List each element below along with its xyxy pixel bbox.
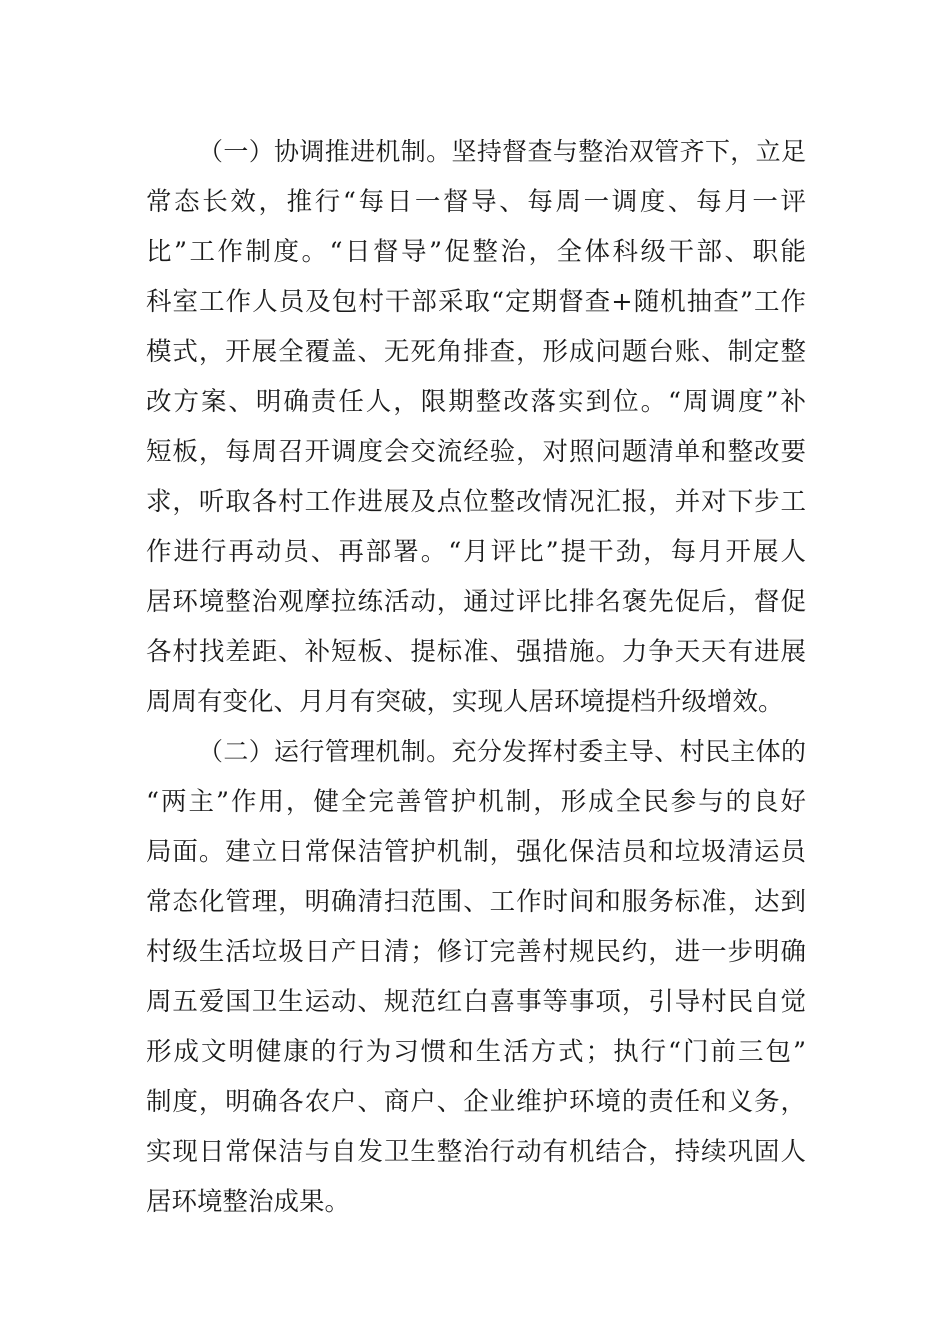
paragraph-line: 周五爱国卫生运动、规范红白喜事等事项，引导村民自觉: [146, 987, 806, 1017]
paragraph-line: 改方案、明确责任人，限期整改落实到位。“周调度”补: [146, 387, 806, 417]
paragraph-line: 比”工作制度。“日督导”促整治，全体科级干部、职能: [146, 237, 806, 267]
paragraph-line: 居环境整治成果。: [146, 1187, 351, 1217]
paragraph-line: 各村找差距、补短板、提标准、强措施。力争天天有进展: [146, 637, 806, 667]
paragraph-line: 村级生活垃圾日产日清；修订完善村规民约，进一步明确: [146, 937, 806, 967]
paragraph-line: 局面。建立日常保洁管护机制，强化保洁员和垃圾清运员: [146, 837, 806, 867]
paragraph-line: 常态化管理，明确清扫范围、工作时间和服务标准，达到: [146, 887, 806, 917]
paragraph-line: 短板，每周召开调度会交流经验，对照问题清单和整改要: [146, 437, 806, 467]
paragraph-line: 居环境整治观摩拉练活动，通过评比排名褒先促后，督促: [146, 587, 806, 617]
paragraph-operation-management-mechanism: [146, 727, 806, 1227]
paragraph-line: 常态长效，推行“每日一督导、每周一调度、每月一评: [146, 187, 806, 217]
paragraph-line: 周周有变化、月月有突破，实现人居环境提档升级增效。: [146, 687, 784, 717]
paragraph-coordination-mechanism: [146, 127, 806, 727]
paragraph-line: 作进行再动员、再部署。“月评比”提干劲，每月开展人: [146, 537, 806, 567]
paragraph-line: 求，听取各村工作进展及点位整改情况汇报，并对下步工: [146, 487, 806, 517]
paragraph-line: 制度，明确各农户、商户、企业维护环境的责任和义务，: [146, 1087, 806, 1117]
paragraph-line: 形成文明健康的行为习惯和生活方式；执行“门前三包”: [146, 1037, 806, 1067]
paragraph-line: “两主”作用，健全完善管护机制，形成全民参与的良好: [146, 787, 806, 817]
paragraph-line: 模式，开展全覆盖、无死角排查，形成问题台账、制定整: [146, 337, 806, 367]
paragraph-line: （一）协调推进机制。坚持督查与整治双管齐下，立足: [198, 137, 806, 166]
paragraph-line: 科室工作人员及包村干部采取“定期督查+随机抽查”工作: [146, 287, 806, 317]
paragraph-line: 实现日常保洁与自发卫生整治行动有机结合，持续巩固人: [146, 1137, 806, 1167]
paragraph-line: （二）运行管理机制。充分发挥村委主导、村民主体的: [198, 737, 806, 766]
body-text: [146, 127, 806, 1227]
